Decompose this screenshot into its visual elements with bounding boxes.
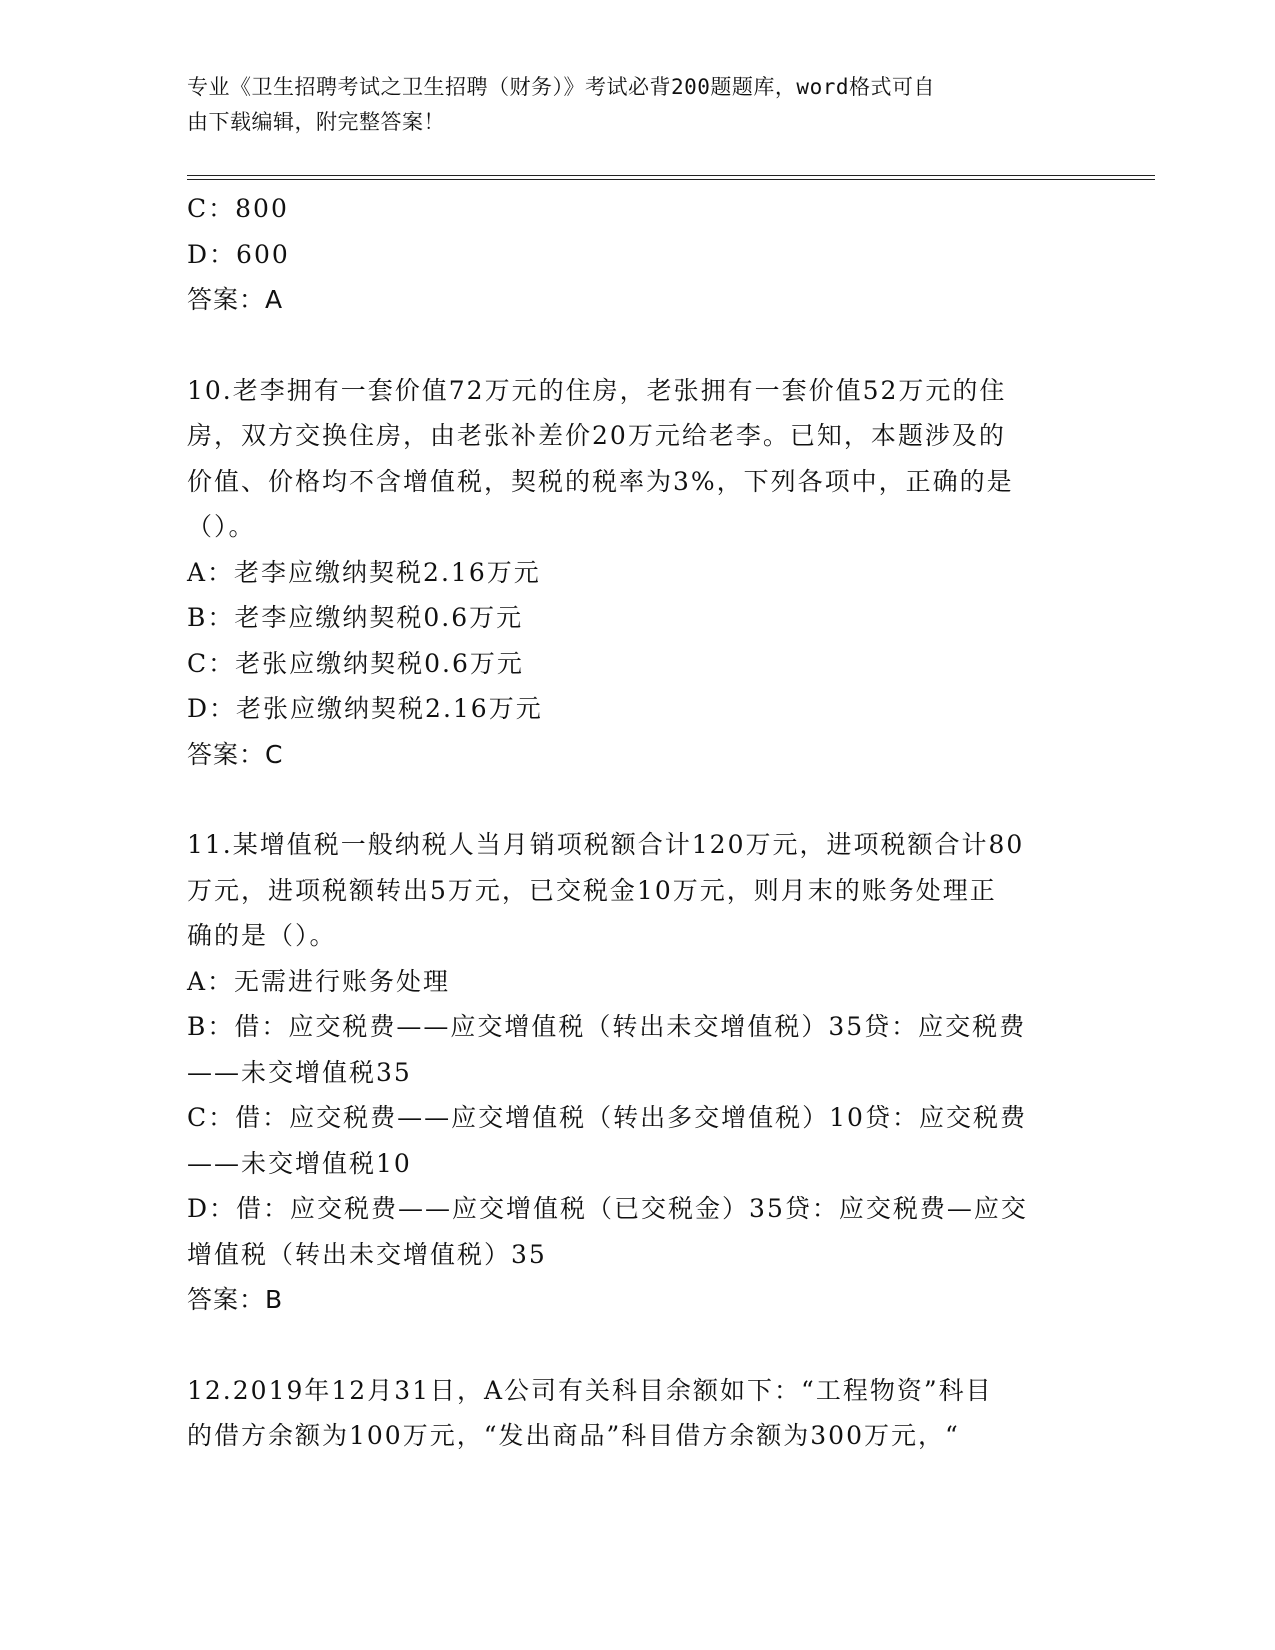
option-c: C：借：应交税费——应交增值税（转出多交增值税）10贷：应交税费 [187,1103,1027,1132]
option-a: A：无需进行账务处理 [187,966,451,996]
option-d: D：老张应缴纳契税2.16万元 [187,694,543,723]
header-divider [187,175,1155,180]
header-line: 由下载编辑，附完整答案！ [187,110,445,134]
header-line: 专业《卫生招聘考试之卫生招聘（财务）》考试必背200题题库，word格式可自 [187,75,935,99]
question-stem-line: 房，双方交换住房，由老张补差价20万元给老李。已知，本题涉及的 [187,421,1006,450]
question-stem-line: 10.老李拥有一套价值72万元的住房，老张拥有一套价值52万元的住 [187,375,1007,405]
option-b: B：老李应缴纳契税0.6万元 [187,603,524,632]
question-stem-line: 11.某增值税一般纳税人当月销项税额合计120万元，进项税额合计80 [187,830,1025,859]
option-b: B：借：应交税费——应交增值税（转出未交增值税）35贷：应交税费 [187,1012,1027,1041]
option-c-continued: ——未交增值税10 [187,1148,412,1178]
option-a: A：老李应缴纳契税2.16万元 [187,557,541,587]
answer-line: 答案：A [187,285,284,314]
option-d: D：600 [187,239,290,269]
question-12 [187,1368,1087,1459]
answer-line: 答案：C [187,739,284,769]
option-c: C：800 [187,194,289,223]
question-11 [187,822,1087,1323]
option-d: D：借：应交税费——应交增值税（已交税金）35贷：应交税费—应交 [187,1194,1028,1223]
question-10 [187,368,1087,778]
question-stem-line: 万元，进项税额转出5万元，已交税金10万元，则月末的账务处理正 [187,875,997,905]
question-stem-line: 12.2019年12月31日，A公司有关科目余额如下：“工程物资”科目 [187,1375,993,1405]
option-b-continued: ——未交增值税35 [187,1057,412,1087]
spacer [187,777,1087,822]
answer-line: 答案：B [187,1285,284,1314]
question-stem-line: 的借方余额为100万元，“发出商品”科目借方余额为300万元，“ [187,1421,960,1450]
question-stem-line: 价值、价格均不含增值税，契税的税率为3%，下列各项中，正确的是 [187,466,1014,496]
spacer [187,1323,1087,1368]
document-body [187,186,1087,1459]
question-stem-line: 确的是（）。 [187,921,337,950]
question-stem-line: （）。 [187,512,256,541]
option-d-continued: 增值税（转出未交增值税）35 [187,1239,547,1269]
question-9-tail [187,186,1087,323]
spacer [187,323,1087,368]
option-c: C：老张应缴纳契税0.6万元 [187,648,524,678]
page-header [187,70,1077,140]
